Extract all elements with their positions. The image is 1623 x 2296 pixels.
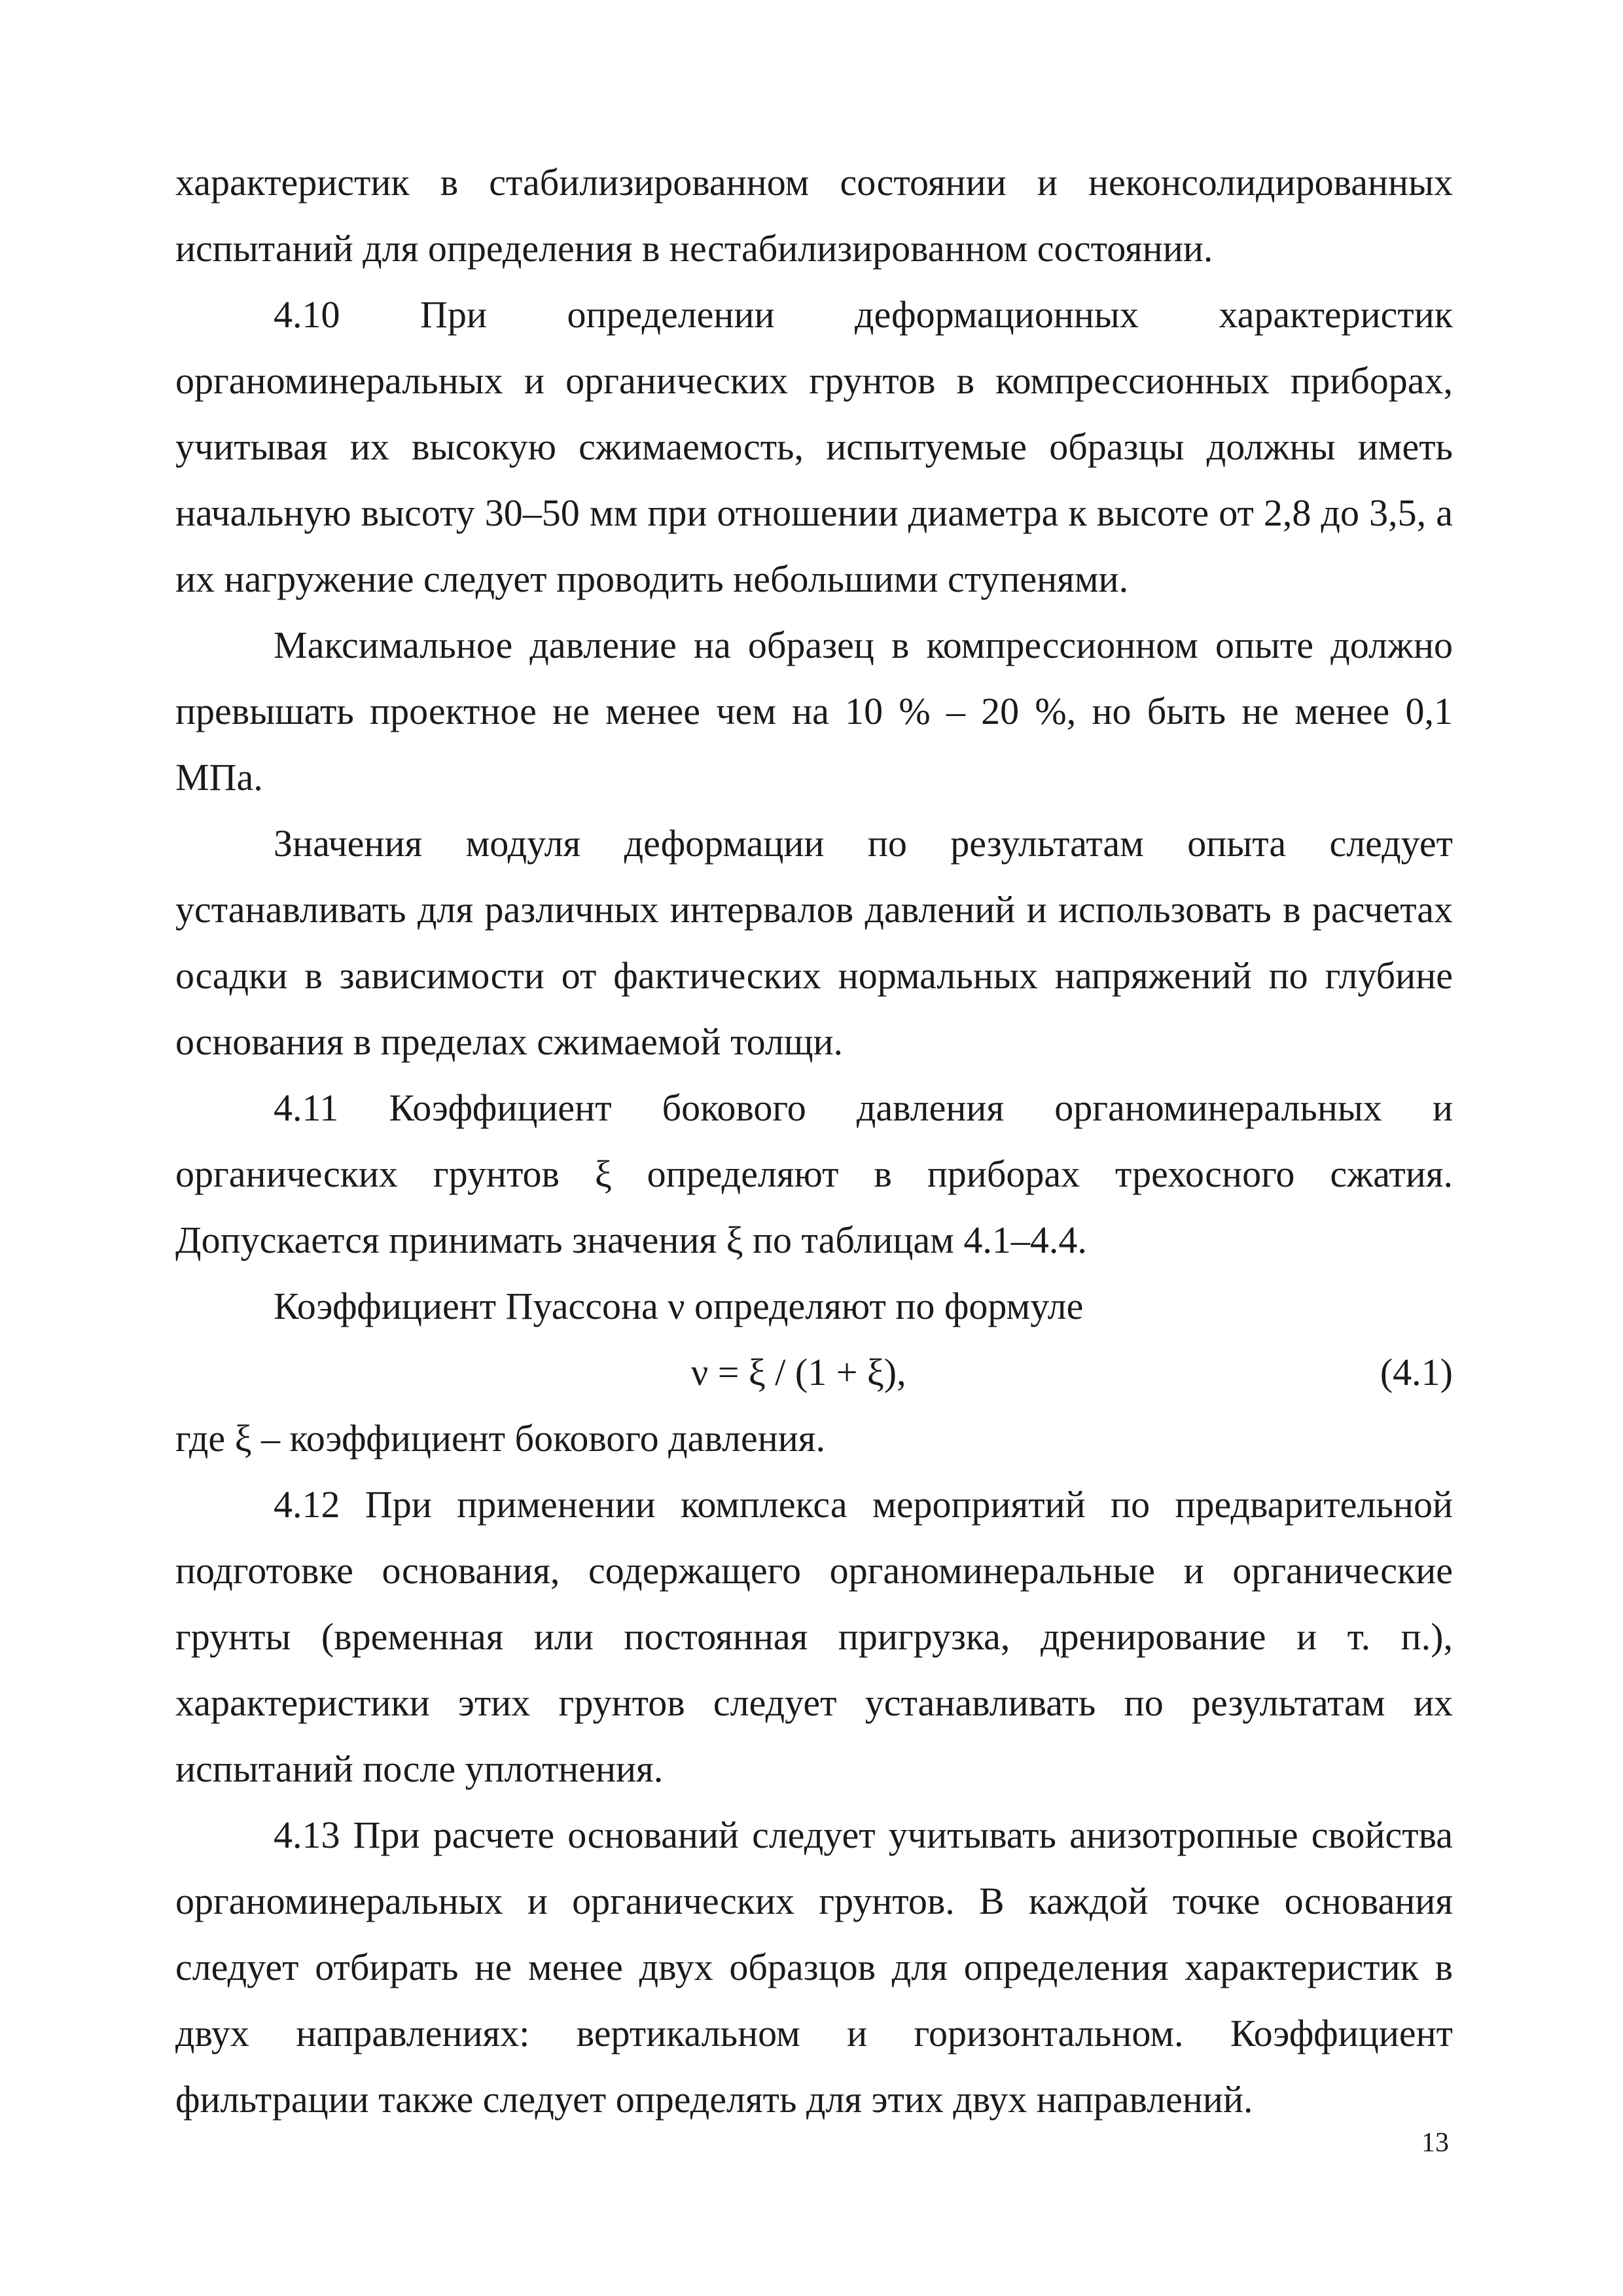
paragraph-4-11: 4.11 Коэффициент бокового давления органоминеральных и органических грунтов ξ определяют в приборах трехосного сжатия. Допускается принимать значения ξ по таблицам 4.1–4.4.: [175, 1086, 1453, 1261]
formula-row: [175, 1339, 1453, 1405]
paragraph-4-13: 4.13 При расчете оснований следует учитывать анизотропные свойства органоминеральных и органических грунтов. В каждой точке основания следует отбирать не менее двух образцов для определения характеристик в двух направлениях: вертикальном и горизонтальном. Коэффициент фильтрации также следует определять для этих двух направлений.: [175, 1814, 1453, 2121]
paragraph-4-12: 4.12 При применении комплекса мероприятий по предварительной подготовке основания, содержащего органоминеральные и органические грунты (временная или постоянная пригрузка, дренирование и т. п.), характеристики этих грунтов следует устанавливать по результатам их испытаний после уплотнения.: [175, 1483, 1453, 1790]
equation-number: (4.1): [1380, 1351, 1453, 1393]
paragraph-max-pressure: Максимальное давление на образец в компрессионном опыте должно превышать проектное не менее чем на 10 % – 20 %, но быть не менее 0,1 МПа.: [175, 624, 1453, 798]
paragraph-poisson: Коэффициент Пуассона ν определяют по формуле: [274, 1285, 1084, 1327]
paragraph-continuation: характеристик в стабилизированном состоянии и неконсолидированных испытаний для определения в нестабилизированном состоянии.: [175, 161, 1453, 270]
page-number: 13: [1421, 2128, 1449, 2158]
paragraph-modulus: Значения модуля деформации по результатам опыта следует устанавливать для различных интервалов давлений и использовать в расчетах осадки в зависимости от фактических нормальных напряжений по глубине основания в пределах сжимаемой толщи.: [175, 822, 1453, 1063]
document-page: [175, 149, 1453, 2132]
paragraph-4-10: 4.10 При определении деформационных характеристик органоминеральных и органических грунтов в компрессионных приборах, учитывая их высокую сжимаемость, испытуемые образцы должны иметь начальную высоту 30–50 мм при отношении диаметра к высоте от 2,8 до 3,5, а их нагружение следует проводить небольшими ступенями.: [175, 293, 1453, 600]
formula-expression: ν = ξ / (1 + ξ),: [691, 1351, 906, 1393]
paragraph-where: где ξ – коэффициент бокового давления.: [175, 1417, 825, 1460]
